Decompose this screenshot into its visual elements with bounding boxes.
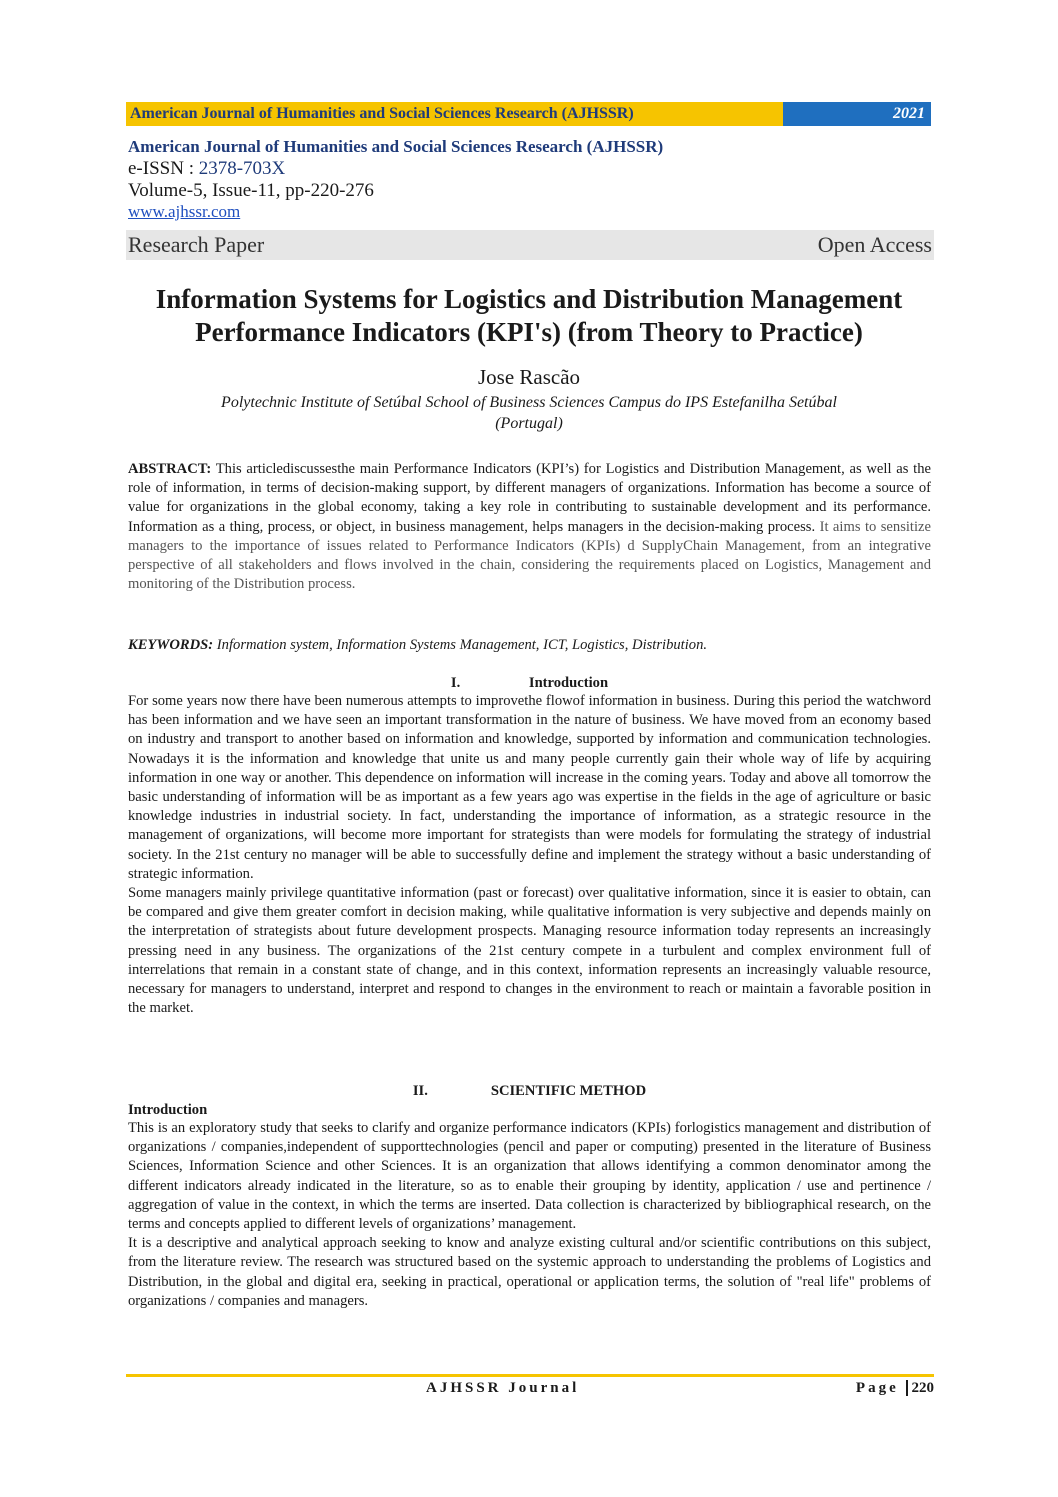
journal-header-name: American Journal of Humanities and Social Sciences Research (AJHSSR) (126, 102, 783, 126)
section-heading-introduction (128, 674, 931, 692)
author-affiliation (110, 392, 948, 434)
paper-title-line-2: Performance Indicators (KPI's) (from Theory to Practice) (195, 317, 863, 347)
section-title: SCIENTIFIC METHOD (490, 1083, 647, 1099)
publication-meta (128, 136, 933, 222)
abstract-label: ABSTRACT: (128, 461, 212, 477)
footer-page (856, 1380, 934, 1397)
eissn-label: e-ISSN : (128, 158, 199, 179)
journal-header-bar (126, 102, 931, 126)
affiliation-line-2: (Portugal) (495, 415, 563, 432)
affiliation-line-1: Polytechnic Institute of Setúbal School of Business Sciences Campus do IPS Estefanilha Setúbal (221, 394, 837, 411)
paragraph: It is a descriptive and analytical approach seeking to know and analyze existing cultural and/or scientific contributions on this subject, from the literature review. The research was structured based on the systemic approach to understanding the problems of Logistics and Distribution, in the global and digital era, seeking in practical, operational or application terms, the solution of "real life" problems of organizations / companies and managers. (128, 1235, 931, 1309)
section-number: I. (450, 675, 461, 691)
footer-journal: AJHSSR Journal (426, 1380, 580, 1396)
journal-website-link[interactable]: www.ajhssr.com (128, 202, 241, 221)
keywords-text: Information system, Information Systems Management, ICT, Logistics, Distribution. (213, 637, 708, 653)
section-number: II. (412, 1083, 428, 1099)
section-heading-scientific-method (128, 1082, 931, 1100)
scientific-method-body (128, 1119, 931, 1311)
access-type: Open Access (817, 232, 932, 257)
paper-type-bar (126, 230, 934, 260)
paper-title (110, 283, 948, 349)
paragraph: Some managers mainly privilege quantitative information (past or forecast) over qualitative information, since it is easier to obtain, can be compared and give them greater comfort in decision making, while qualitative information is very subjective and depends mainly on the interpretation of strategists about future development prospects. Managing resource information today represents an increasingly pressing need in any business. The organizations of the 21st century compete in a turbulent and complex environment full of interrelations that remain in a constant state of change, and in this context, information represents an increasingly valuable resource, necessary for managers to understand, interpret and respond to changes in the environment to reach or maintain a favorable position in the market. (128, 885, 931, 1017)
abstract-text-continued: It aims to sensitize managers to the importance of issues related to Performance Indicators (KPIs) d SupplyChain Management, from an integrative perspective of all stakeholders and flows involved in the chain, considering the requirements placed on Logistics, Management and monitoring of the Distribution process. (128, 518, 931, 593)
footer-rule (126, 1374, 934, 1377)
journal-title: American Journal of Humanities and Social Sciences Research (AJHSSR) (128, 137, 664, 156)
page-footer (126, 1380, 934, 1404)
keywords (128, 636, 931, 655)
abstract-text: This articlediscussesthe main Performance Indicators (KPI’s) for Logistics and Distribution Management, as well as the role of information, in terms of decision-making support, by different managers of organizations. Information has become a source of value for organizations in the global economy, taking a key role in contributing to sustainable development and its performance. Information as a thing, process, or object, in business management, helps managers in the decision-making process. (128, 461, 931, 535)
volume-info: Volume-5, Issue-11, pp-220-276 (128, 180, 374, 201)
subsection-heading: Introduction (128, 1102, 208, 1118)
footer-page-number: 220 (906, 1380, 935, 1396)
paragraph: For some years now there have been numerous attempts to improvethe flowof information in business. During this period the watchword has been information and we have seen an important transformation in the nature of business. We have moved from an economy based on industry and transport to another based on information and knowledge, supported by information and communication technologies. Nowadays it is the information and knowledge that unite us and many people currently gain their whole way of life by acquiring information in one way or another. This dependence on information will increase in the coming years. Today and above all tomorrow the basic understanding of information will be as important as a few years ago was expertise in the fields in the age of agriculture or basic knowledge industries in industrial society. In fact, understanding the importance of information, as a strategic resource in the management of organizations, will become more important for strategists than were models for formulating the strategy of industrial society. In the 21st century no manager will be able to successfully define and implement the strategy without a basic understanding of strategic information. (128, 693, 931, 882)
footer-page-label: Page (855, 1380, 899, 1396)
paper-title-line-1: Information Systems for Logistics and Distribution Management (155, 284, 903, 314)
paper-type: Research Paper (128, 232, 265, 257)
eissn (128, 158, 933, 180)
author-name: Jose Rascão (477, 365, 581, 389)
eissn-value: 2378-703X (198, 158, 286, 179)
keywords-label: KEYWORDS: (128, 637, 214, 653)
journal-header-year: 2021 (783, 102, 931, 126)
section-title: Introduction (528, 675, 609, 691)
paragraph: This is an exploratory study that seeks to clarify and organize performance indicators (KPIs) forlogistics management and distribution of organizations / companies,independent of supporttechnologies (pencil and paper or computing) presented in the literature of Business Sciences, Information Science and other Sciences. It is an organization that allows identifying a common denominator among the different indicators already indicated in the literature, so as to enable their grouping by identity, application / use and pertinence / aggregation of value in the context, in which the terms are inserted. Data collection is characterized by bibliographical research, on the terms and concepts applied to different levels of organizations’ management. (128, 1120, 931, 1233)
introduction-body (128, 692, 931, 1018)
abstract (128, 460, 931, 594)
